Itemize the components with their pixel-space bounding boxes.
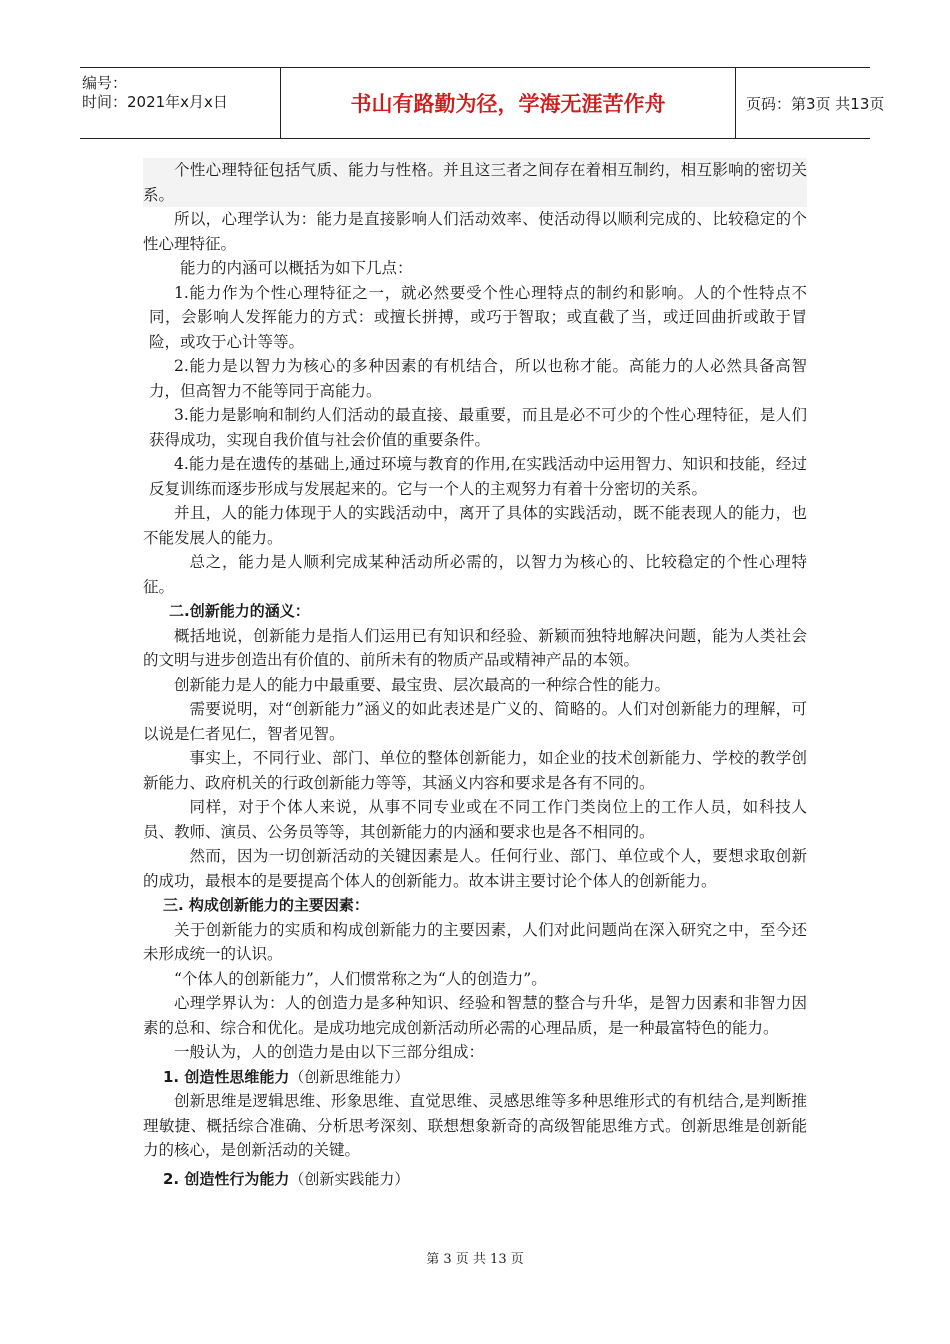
subheading-title: 2. 创造性行为能力: [163, 1169, 290, 1188]
paragraph: 3.能力是影响和制约人们活动的最直接、最重要，而且是必不可少的个性心理特征，是人们获得成功，实现自我价值与社会价值的重要条件。: [149, 406, 807, 449]
subheading-title: 1. 创造性思维能力: [163, 1067, 290, 1086]
paragraph: 关于创新能力的实质和构成创新能力的主要因素，人们对此问题尚在深入研究之中，至今还未形成统一的认识。: [143, 920, 807, 963]
paragraph: 所以，心理学认为：能力是直接影响人们活动效率、使活动得以顺利完成的、比较稳定的个性心理特征。: [143, 210, 807, 253]
paragraph: 事实上，不同行业、部门、单位的整体创新能力，如企业的技术创新能力、学校的教学创新能力、政府机关的行政创新能力等等，其涵义内容和要求是各有不同的。: [143, 749, 807, 792]
paragraph: 需要说明，对“创新能力”涵义的如此表述是广义的、简略的。人们对创新能力的理解，可以说是仁者见仁，智者见智。: [143, 700, 807, 743]
paragraph: 概括地说，创新能力是指人们运用已有知识和经验、新颖而独特地解决问题，能为人类社会的文明与进步创造出有价值的、前所未有的物质产品或精神产品的本领。: [143, 626, 807, 669]
section-heading-3: 三. 构成创新能力的主要因素：: [163, 896, 369, 914]
section-heading-2: 二.创新能力的涵义：: [169, 602, 310, 620]
paragraph: “个体人的创新能力”，人们惯常称之为“人的创造力”。: [174, 969, 547, 988]
header-page-label: 页码：第3页 共13页: [746, 94, 885, 113]
paragraph: 一般认为，人的创造力是由以下三部分组成：: [174, 1043, 485, 1061]
header-number-label: 编号：: [82, 74, 128, 92]
paragraph: 然而，因为一切创新活动的关键因素是人。任何行业、部门、单位或个人，要想求取创新的成功，最根本的是要提高个体人的创新能力。故本讲主要讨论个体人的创新能力。: [143, 847, 807, 890]
subheading-note: （创新思维能力）: [289, 1067, 410, 1086]
paragraph: 同样，对于个体人来说，从事不同专业或在不同工作门类岗位上的工作人员，如科技人员、教师、演员、公务员等等，其创新能力的内涵和要求也是各不相同的。: [143, 798, 807, 841]
header-motto: 书山有路勤为径，学海无涯苦作舟: [280, 68, 736, 138]
paragraph: 心理学界认为：人的创造力是多种知识、经验和智慧的整合与升华，是智力因素和非智力因素的总和、综合和优化。是成功地完成创新活动所必需的心理品质，是一种最富特色的能力。: [143, 994, 807, 1037]
paragraph: 2.能力是以智力为核心的多种因素的有机结合，所以也称才能。高能力的人必然具备高智力，但高智力不能等同于高能力。: [149, 357, 807, 400]
subheading-creative-behavior: [143, 1167, 807, 1192]
paragraph: 个性心理特征包括气质、能力与性格。并且这三者之间存在着相互制约，相互影响的密切关系。: [143, 158, 807, 207]
header-meta: [80, 68, 280, 138]
page-footer: 第 3 页 共 13 页: [426, 1252, 524, 1267]
header-date-label: 时间：2021年x月x日: [82, 93, 228, 111]
subheading-creative-thinking: [143, 1065, 807, 1090]
document-body: [143, 158, 807, 1191]
paragraph: 创新能力是人的能力中最重要、最宝贵、层次最高的一种综合性的能力。: [174, 675, 671, 694]
paragraph: 并且，人的能力体现于人的实践活动中，离开了具体的实践活动，既不能表现人的能力，也不能发展人的能力。: [143, 504, 807, 547]
paragraph: 创新思维是逻辑思维、形象思维、直觉思维、灵感思维等多种思维形式的有机结合,是判断推理敏捷、概括综合准确、分析思考深刻、联想想象新奇的高级智能思维方式。创新思维是创新能力的核心，是创新活动的关键。: [143, 1092, 807, 1159]
paragraph: 能力的内涵可以概括为如下几点：: [180, 259, 413, 277]
subheading-note: （创新实践能力）: [289, 1169, 410, 1188]
paragraph: 4.能力是在遗传的基础上,通过环境与教育的作用,在实践活动中运用智力、知识和技能，经过反复训练而逐步形成与发展起来的。它与一个人的主观努力有着十分密切的关系。: [149, 455, 807, 498]
page-header: [80, 67, 885, 139]
paragraph: 1.能力作为个性心理特征之一，就必然要受个性心理特点的制约和影响。人的个性特点不同，会影响人发挥能力的方式：或擅长拼搏，或巧于智取；或直截了当，或迂回曲折或敢于冒险，或攻于心计等等。: [149, 283, 807, 351]
paragraph: 总之，能力是人顺利完成某种活动所必需的，以智力为核心的、比较稳定的个性心理特征。: [143, 553, 807, 596]
